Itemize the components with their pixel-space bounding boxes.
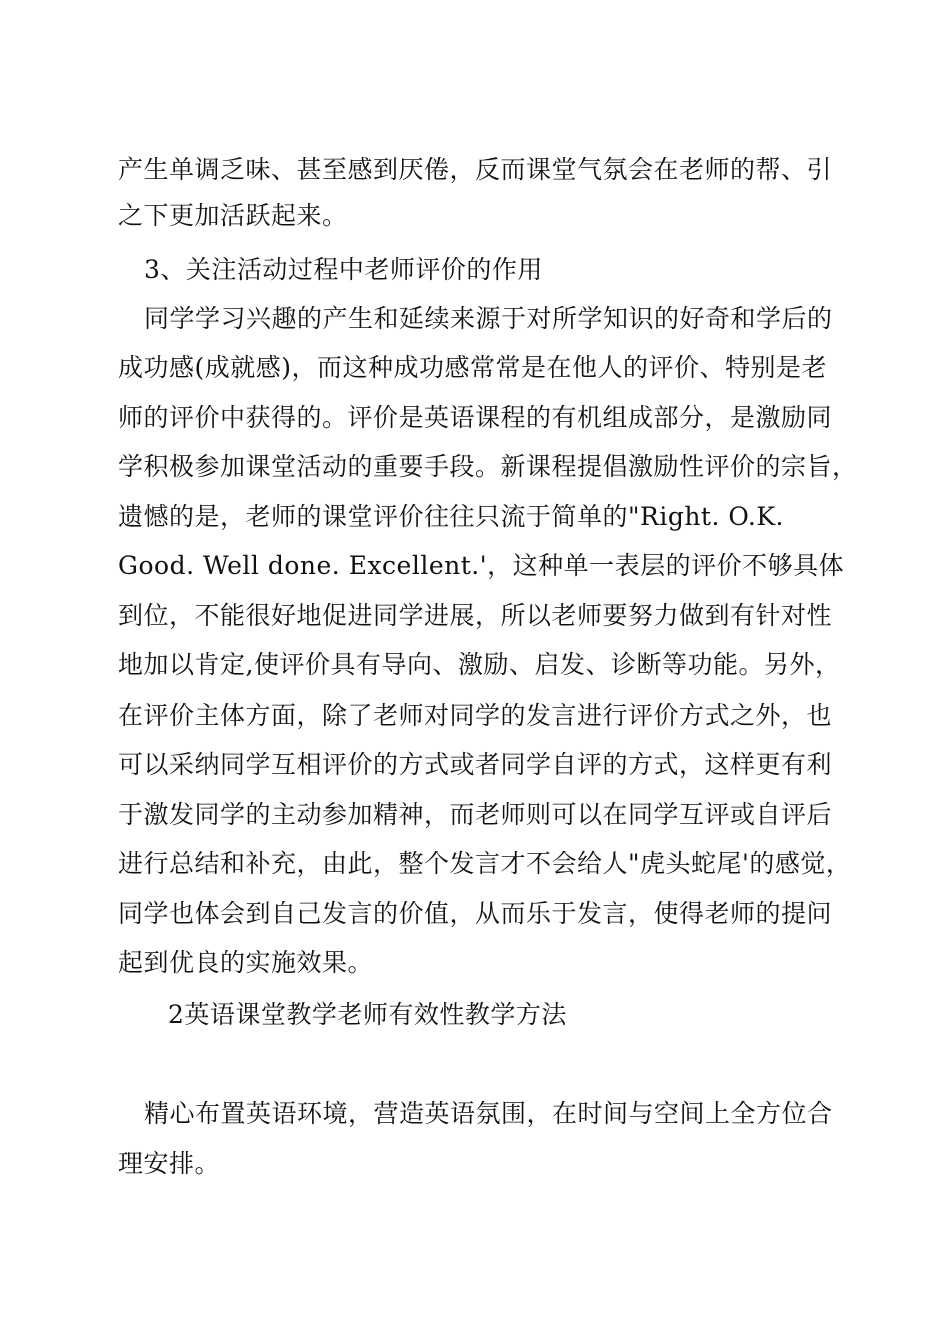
- section-heading: 3、关注活动过程中老师评价的作用: [144, 255, 543, 284]
- paragraph-line: 在评价主体方面，除了老师对同学的发言进行评价方式之外，也: [118, 701, 833, 730]
- paragraph-line: Good. Well done. Excellent.'，这种单一表层的评价不够具体: [118, 551, 845, 580]
- paragraph-line: 遗憾的是，老师的课堂评价往往只流于简单的"Right. O.K.: [118, 502, 784, 531]
- paragraph-line: 师的评价中获得的。评价是英语课程的有机组成部分，是激励同: [118, 403, 833, 432]
- paragraph-line: 精心布置英语环境，营造英语氛围，在时间与空间上全方位合: [144, 1099, 833, 1128]
- paragraph-line: 学积极参加课堂活动的重要手段。新课程提倡激励性评价的宗旨，: [118, 452, 858, 481]
- paragraph-line: 理安排。: [118, 1149, 221, 1178]
- paragraph-line: 同学学习兴趣的产生和延续来源于对所学知识的好奇和学后的: [144, 304, 833, 333]
- paragraph-line: 起到优良的实施效果。: [118, 948, 374, 977]
- paragraph-line: 到位，不能很好地促进同学进展，所以老师要努力做到有针对性: [118, 601, 833, 630]
- paragraph-line: 之下更加活跃起来。: [118, 201, 348, 230]
- paragraph-line: 进行总结和补充，由此，整个发言才不会给人"虎头蛇尾'的感觉，: [118, 849, 852, 878]
- paragraph-line: 成功感(成就感)，而这种成功感常常是在他人的评价、特别是老: [118, 353, 828, 382]
- paragraph-line: 同学也体会到自己发言的价值，从而乐于发言，使得老师的提问: [118, 899, 833, 928]
- section-heading: 2英语课堂教学老师有效性教学方法: [168, 1000, 567, 1029]
- paragraph-line: 于激发同学的主动参加精神，而老师则可以在同学互评或自评后: [118, 800, 833, 829]
- paragraph-line: 地加以肯定,使评价具有导向、激励、启发、诊断等功能。另外，: [118, 650, 841, 679]
- paragraph-line: 产生单调乏味、甚至感到厌倦，反而课堂气氛会在老师的帮、引: [118, 155, 833, 184]
- paragraph-line: 可以采纳同学互相评价的方式或者同学自评的方式，这样更有利: [118, 750, 833, 779]
